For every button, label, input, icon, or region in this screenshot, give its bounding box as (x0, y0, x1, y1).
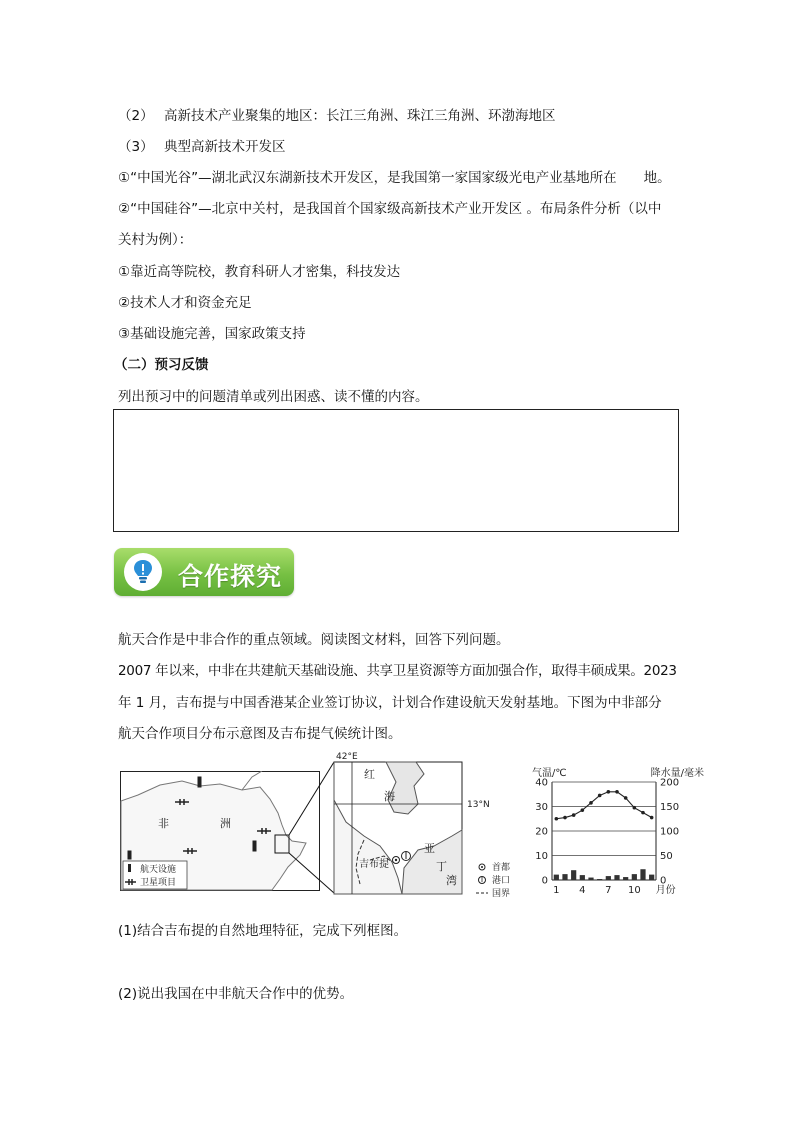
banner-title: 合作探究 (178, 562, 283, 591)
cooperative-inquiry-banner (114, 548, 294, 596)
silicon-valley-line-1: ②“中国硅谷”—北京中关村，是我国首个国家级高新技术产业开发区 。布局条件分析（以中 (118, 201, 662, 217)
left-tick-label: 40 (535, 777, 548, 789)
lightbulb-icon (131, 559, 155, 585)
label-city: 吉布提 (359, 859, 389, 870)
question-2: (2)说出我国在中非航天合作中的优势。 (118, 986, 354, 1002)
item-2-number: （2） (118, 108, 154, 124)
right-tick-label: 50 (660, 851, 673, 862)
precip-bar (571, 870, 576, 880)
temperature-point (607, 790, 611, 794)
precip-bar (597, 879, 602, 880)
precip-bar (649, 875, 654, 880)
precip-bar (606, 876, 611, 880)
temperature-point (641, 811, 645, 815)
condition-2: ②技术人才和资金充足 (118, 295, 252, 311)
precip-bar (632, 874, 637, 880)
temperature-point (650, 816, 654, 820)
inquiry-paragraph-1: 2007 年以来，中非在共建航天基础设施、共享卫星资源等方面加强合作，取得丰硕成果。2023 (118, 663, 677, 679)
temperature-point (563, 816, 567, 820)
item-3-text: 典型高新技术开发区 (164, 139, 286, 155)
inquiry-intro: 航天合作是中非合作的重点领域。阅读图文材料，回答下列问题。 (118, 632, 510, 648)
precip-bar (588, 878, 593, 880)
label-zhou: 洲 (220, 817, 231, 830)
temperature-point (572, 813, 576, 817)
temperature-point (624, 796, 628, 800)
item-3-number: （3） (118, 139, 154, 155)
label-ding: 丁 (436, 860, 447, 873)
condition-3: ③基础设施完善，国家政策支持 (118, 326, 306, 342)
inquiry-paragraph-3: 航天合作项目分布示意图及吉布提气候统计图。 (118, 726, 402, 742)
right-axis-title: 降水量/毫米 (650, 768, 704, 779)
label-hong: 红 (364, 768, 375, 781)
temperature-point (589, 801, 593, 805)
right-tick-label: 150 (660, 802, 680, 813)
precip-bar (614, 875, 619, 880)
question-1: (1)结合吉布提的自然地理特征，完成下列框图。 (118, 923, 408, 939)
left-axis-title: 气温/℃ (532, 768, 567, 779)
inquiry-paragraph-2: 年 1 月，吉布提与中国香港某企业签订协议，计划合作建设航天发射基地。下图为中非部分 (118, 695, 662, 711)
djibouti-detail-map (326, 750, 526, 902)
precip-bar (580, 875, 585, 880)
item-2-text: 高新技术产业聚集的地区：长江三角洲、珠江三角洲、环渤海地区 (164, 108, 556, 124)
temperature-point (598, 794, 602, 798)
legend-facility: 航天设施 (140, 865, 177, 875)
condition-1: ①靠近高等院校，教育科研人才密集，科技发达 (118, 264, 401, 280)
temperature-point (633, 806, 637, 810)
x-tick-label: 10 (627, 885, 641, 896)
precip-bar (554, 875, 559, 880)
left-tick-label: 20 (535, 826, 548, 838)
notes-answer-box[interactable] (113, 409, 679, 532)
temperature-point (555, 817, 559, 821)
facility-legend-icon (128, 864, 131, 872)
precip-bar (623, 877, 628, 880)
left-tick-label: 10 (535, 851, 548, 862)
precip-bar (562, 874, 567, 880)
temperature-point (615, 790, 619, 794)
label-fei: 非 (158, 817, 169, 830)
preview-feedback-instruction: 列出预习中的问题清单或列出困惑、读不懂的内容。 (118, 389, 429, 405)
silicon-valley-line-2: 关村为例）： (118, 232, 193, 248)
temperature-point (581, 808, 585, 812)
precip-bar (640, 869, 645, 880)
x-tick-label: 7 (605, 885, 612, 896)
label-hai: 海 (384, 790, 395, 803)
label-ya: 亚 (424, 842, 435, 855)
right-tick-label: 100 (660, 826, 680, 838)
legend-capital: 首都 (492, 863, 511, 873)
banner-icon-circle (124, 553, 162, 591)
right-tick-label: 0 (660, 875, 667, 887)
left-tick-label: 30 (535, 802, 548, 813)
djibouti-climate-chart (528, 762, 708, 904)
latitude-label: 13°N (467, 800, 490, 810)
longitude-label: 42°E (336, 752, 358, 762)
item-2 (118, 104, 556, 124)
optics-valley-line: ①“中国光谷”—湖北武汉东湖新技术开发区，是我国第一家国家级光电产业基地所在 地。 (118, 170, 671, 186)
temperature-line (556, 792, 651, 819)
legend-port: 港口 (492, 876, 511, 886)
label-wan: 湾 (446, 874, 457, 887)
item-3 (118, 135, 286, 155)
x-tick-label: 1 (553, 885, 560, 896)
preview-feedback-heading: （二）预习反馈 (114, 357, 209, 373)
right-tick-label: 200 (660, 777, 680, 789)
legend-satellite: 卫星项目 (140, 878, 177, 888)
left-tick-label: 0 (541, 875, 548, 887)
x-axis-title: 月份 (655, 885, 676, 896)
x-tick-label: 4 (579, 885, 586, 896)
legend-border: 国界 (492, 889, 511, 899)
